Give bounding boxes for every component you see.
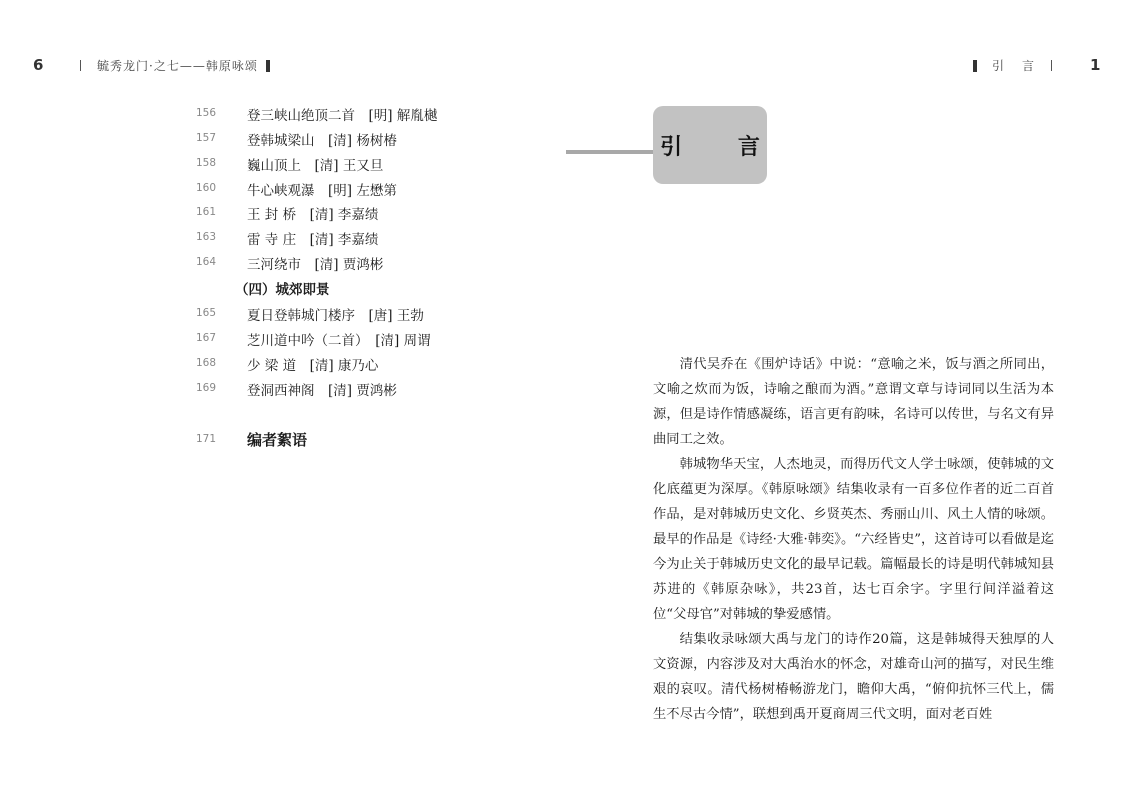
toc-page-number: 165 [196, 307, 217, 319]
toc-entry-title: 登三峡山绝顶二首 [明] 解胤樾 [247, 108, 438, 124]
toc-entry-title: 编者絮语 [247, 431, 308, 449]
toc-page-number: 160 [196, 182, 217, 194]
toc-entry-title: 登韩城梁山 [清] 杨树椿 [247, 133, 397, 149]
toc-page-number: 167 [196, 332, 217, 344]
toc-page-number: 156 [196, 107, 217, 119]
toc-page-number: 164 [196, 256, 217, 268]
header-divider [80, 60, 81, 71]
toc-entry-title: 登洞西神阁 [清] 贾鸿彬 [247, 383, 397, 399]
right-page-number: 1 [1090, 56, 1101, 74]
toc-entry-title: 王 封 桥 [清] 李嘉绩 [247, 207, 379, 223]
toc-page-number: 168 [196, 357, 217, 369]
toc-entry-title: 雷 寺 庄 [清] 李嘉绩 [247, 232, 379, 248]
left-running-title: 毓秀龙门·之七——韩原咏颂 [97, 59, 258, 73]
header-marker [266, 60, 270, 72]
toc-entry-title: 巍山顶上 [清] 王又旦 [247, 158, 384, 174]
toc-page-number: 157 [196, 132, 217, 144]
paragraph: 结集收录咏颂大禹与龙门的诗作20篇，这是韩城得天独厚的人文资源，内容涉及对大禹治水的怀念，对雄奇山河的描写，对民生维艰的哀叹。清代杨树椿畅游龙门，瞻仰大禹，“俯仰抗怀三代上，儒生不尽古今情”，联想到禹开夏商周三代文明，面对老百姓 [653, 632, 1054, 722]
intro-body [653, 352, 1054, 727]
paragraph: 韩城物华天宝，人杰地灵，而得历代文人学士咏颂，使韩城的文化底蕴更为深厚。《韩原咏颂》结集收录有一百多位作者的近二百首作品，是对韩城历史文化、乡贤英杰、秀丽山川、风土人情的咏颂。最早的作品是《诗经·大雅·韩奕》。“六经皆史”，这首诗可以看做是迄今为止关于韩城历史文化的最早记载。篇幅最长的诗是明代韩城知县苏进的《韩原杂咏》，共23首，达七百余字。字里行间洋溢着这位“父母官”对韩城的挚爱感情。 [653, 457, 1055, 622]
toc-page-number: 161 [196, 206, 217, 218]
toc-page-number: 169 [196, 382, 217, 394]
toc-section-heading[interactable]: （四）城郊即景 [235, 282, 330, 298]
toc-entry-title: 芝川道中吟（二首） [清] 周谓 [247, 333, 431, 349]
toc-entry-title: 夏日登韩城门楼序 [唐] 王勃 [247, 308, 424, 324]
toc-entry-title: 牛心峡观瀑 [明] 左懋第 [247, 183, 397, 199]
header-marker [973, 60, 977, 72]
paragraph: 清代吴乔在《围炉诗话》中说：“意喻之米，饭与酒之所同出，文喻之炊而为饭，诗喻之酿而为酒。”意谓文章与诗词同以生活为本源，但是诗作情感凝练，语言更有韵味，名诗可以传世，与名文有异曲同工之效。 [653, 357, 1054, 447]
toc-entry-title: 三河绕市 [清] 贾鸿彬 [247, 257, 384, 273]
toc-page-number: 171 [196, 433, 217, 445]
right-running-title: 引 言 [992, 59, 1038, 73]
heading-rule [566, 150, 658, 154]
toc-entry-title: 少 梁 道 [清] 康乃心 [247, 358, 379, 374]
chapter-title-box [653, 106, 784, 184]
toc-page-number: 158 [196, 157, 217, 169]
toc-page-number: 163 [196, 231, 217, 243]
chapter-title: 引 言 [660, 133, 784, 160]
left-page-number: 6 [33, 56, 44, 74]
header-divider [1051, 60, 1052, 71]
